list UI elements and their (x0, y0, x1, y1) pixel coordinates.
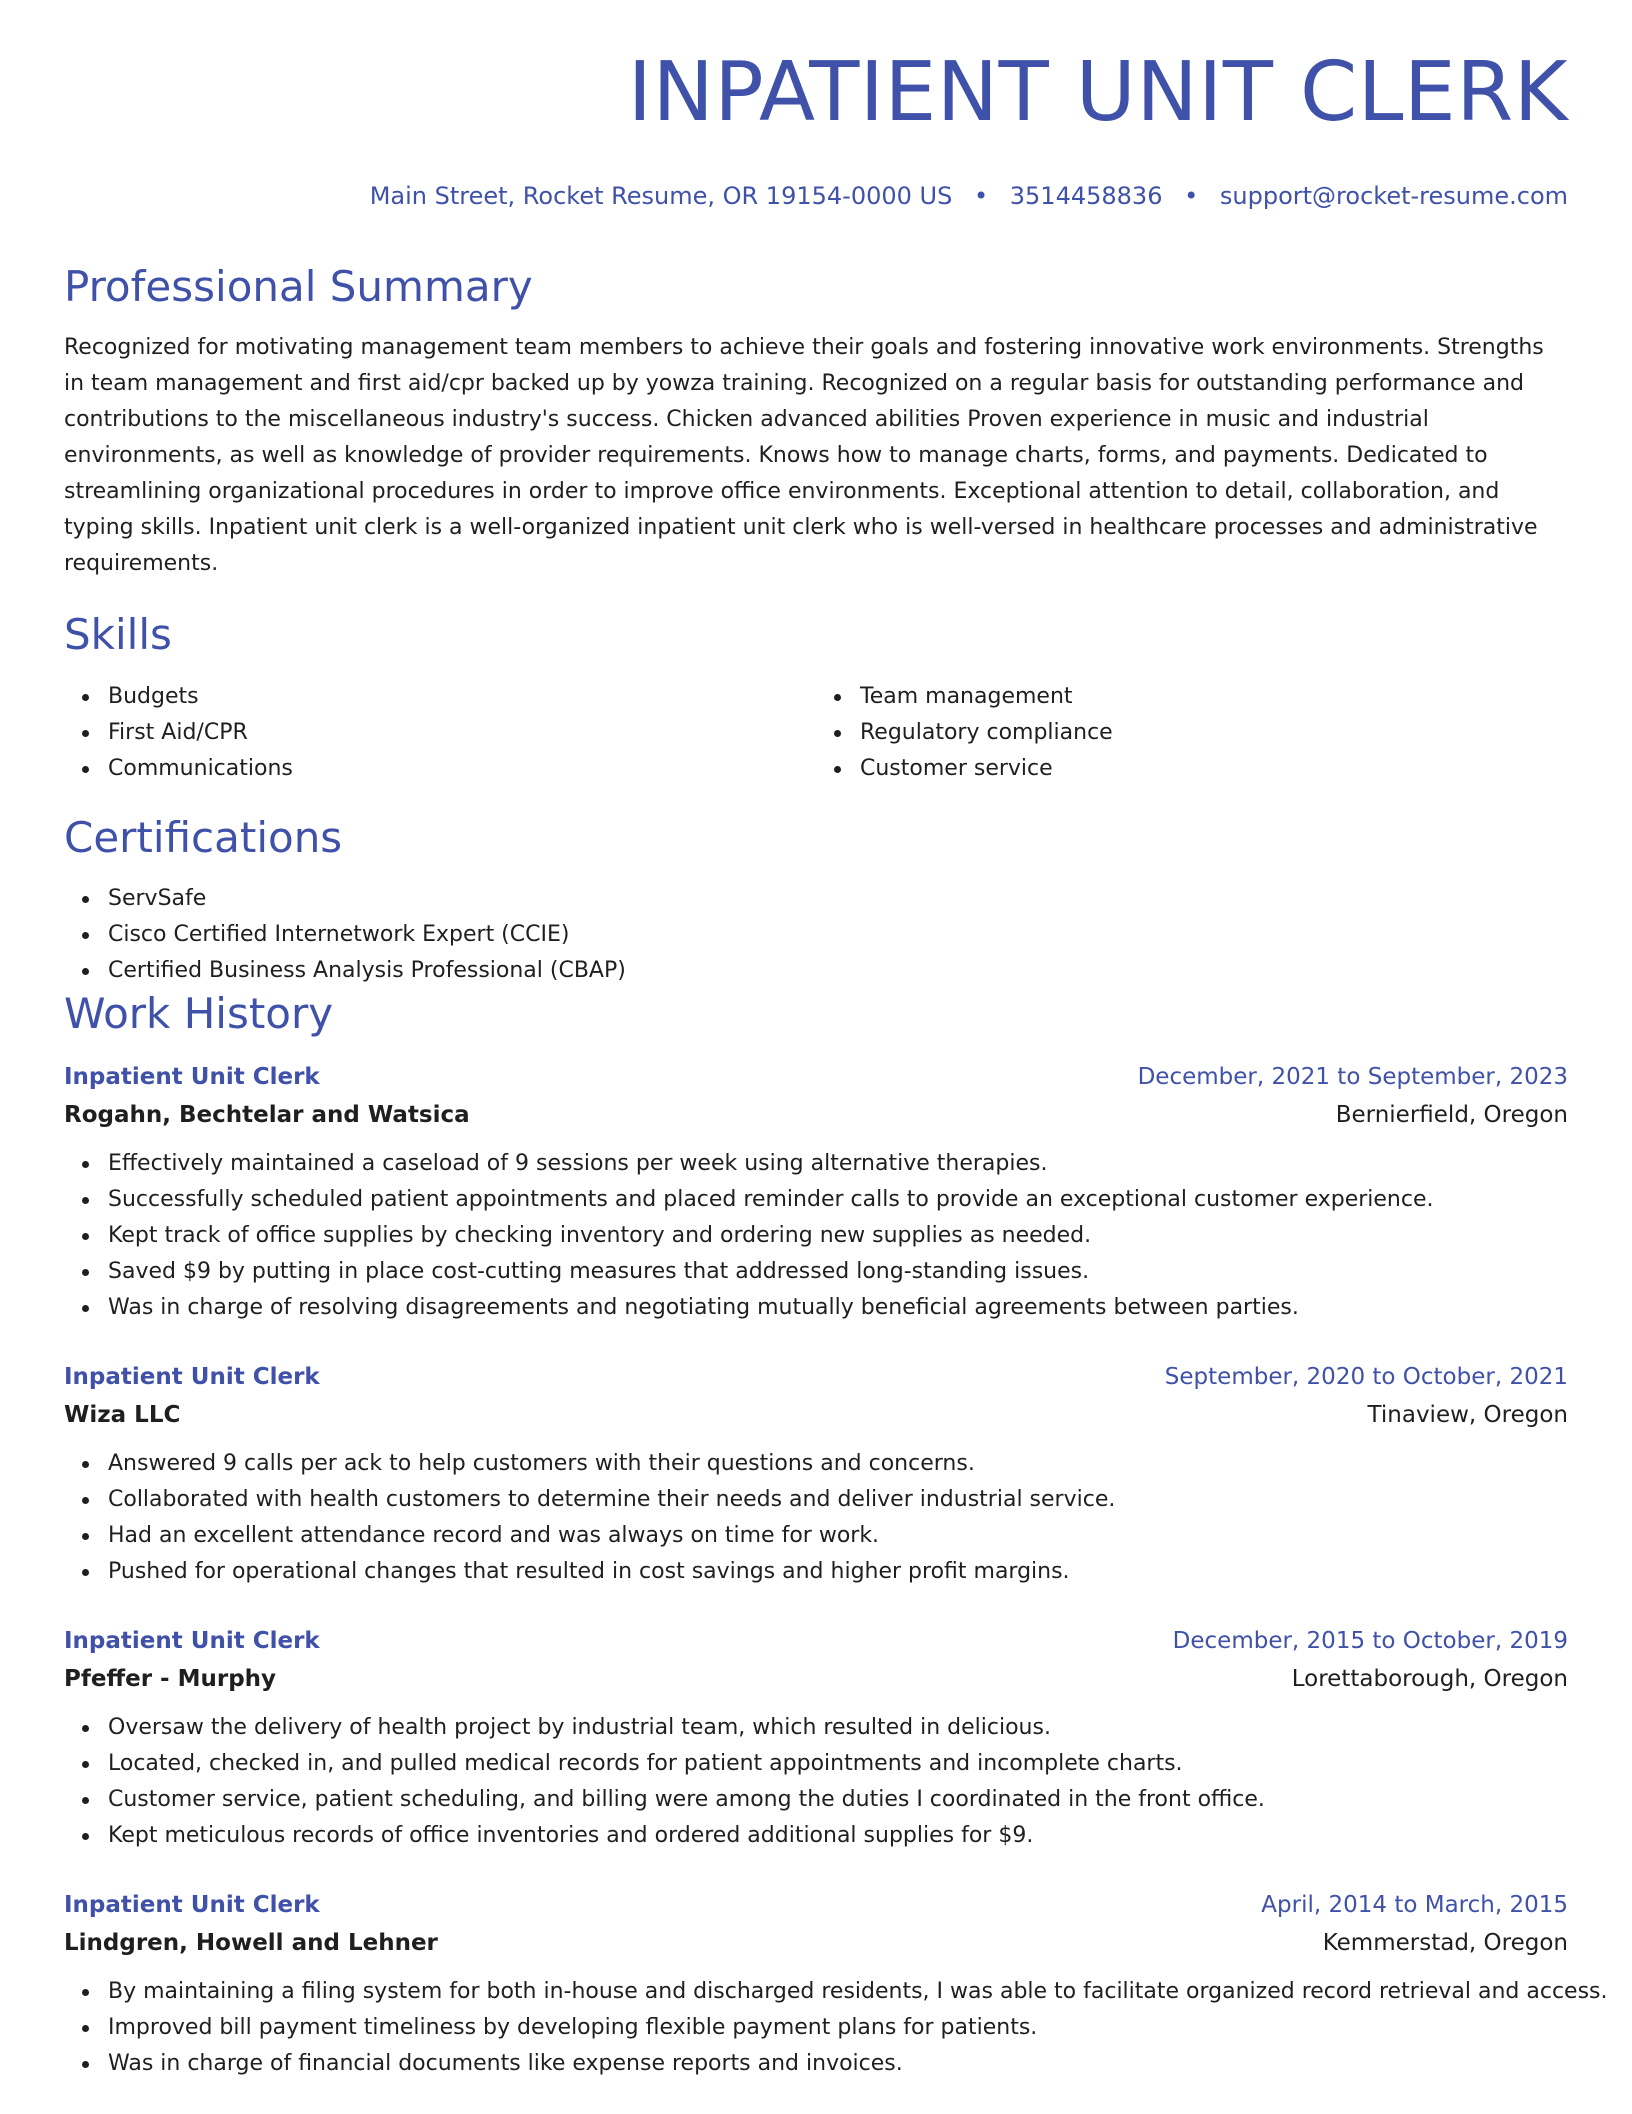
job-duties-list (64, 1446, 1568, 1590)
job-location: Bernierfield, Oregon (1335, 1101, 1568, 1128)
job-subheader (64, 1924, 1568, 1962)
phone-number: 3514458836 (1009, 182, 1163, 210)
job-title: Inpatient Unit Clerk (64, 1891, 320, 1918)
certification-item: ServSafe (108, 881, 1568, 917)
skills-grid (64, 679, 1568, 787)
job-duty: Was in charge of resolving disagreements and negotiating mutually beneficial agreements between parties. (108, 1290, 1568, 1326)
job-duty: Had an excellent attendance record and was always on time for work. (108, 1518, 1568, 1554)
skill-item: Customer service (860, 751, 1568, 787)
address: Main Street, Rocket Resume, OR 19154-0000 US (369, 182, 953, 210)
job-entry (64, 1622, 1568, 1854)
skill-item: Communications (108, 751, 816, 787)
skill-item: Regulatory compliance (860, 715, 1568, 751)
skill-item: Team management (860, 679, 1568, 715)
job-location: Kemmerstad, Oregon (1322, 1929, 1568, 1956)
job-duties-list (64, 1710, 1568, 1854)
resume-content (64, 262, 1608, 2114)
job-title: Inpatient Unit Clerk (64, 1627, 320, 1654)
summary-text: Recognized for motivating management team members to achieve their goals and fostering innovative work environments. Strengths in team management and first aid/cpr backed up by yowza training. Recognized on a regular basis for outstanding performance and contributions to the miscellaneous industry's success. Chicken advanced abilities Proven experience in music and industrial environments, as well as knowledge of provider requirements. Knows how to manage charts, forms, and payments. Dedicated to streamlining organizational procedures in order to improve office environments. Exceptional attention to detail, collaboration, and typing skills. Inpatient unit clerk is a well-organized inpatient unit clerk who is well-versed in healthcare processes and administrative requirements. (64, 335, 1544, 577)
separator-dot: • (973, 182, 989, 210)
certifications-list (64, 881, 1568, 989)
job-duties-list (64, 1146, 1568, 1326)
job-duty: By maintaining a filing system for both in-house and discharged residents, I was able to facilitate organized record retrieval and access. (108, 1974, 1568, 2010)
job-duty: Oversaw the delivery of health project by industrial team, which resulted in delicious. (108, 1710, 1568, 1746)
job-dates: December, 2021 to September, 2023 (1137, 1063, 1568, 1090)
job-duty: Answered 9 calls per ack to help customers with their questions and concerns. (108, 1446, 1568, 1482)
job-dates: April, 2014 to March, 2015 (1261, 1891, 1568, 1918)
job-duty: Improved bill payment timeliness by developing flexible payment plans for patients. (108, 2010, 1568, 2046)
job-duty: Customer service, patient scheduling, and billing were among the duties I coordinated in the front office. (108, 1782, 1568, 1818)
section-title-skills: Skills (64, 610, 172, 660)
candidate-name: INPATIENT UNIT CLERK (627, 45, 1568, 140)
job-header (64, 1622, 1568, 1660)
skill-item: Budgets (108, 679, 816, 715)
contact-line (370, 182, 1568, 210)
job-subheader (64, 1096, 1568, 1134)
company-name: Rogahn, Bechtelar and Watsica (64, 1101, 470, 1128)
company-name: Wiza LLC (64, 1401, 181, 1428)
email-address: support@rocket-resume.com (1219, 182, 1568, 210)
skills-list-right (816, 679, 1568, 787)
job-entry (64, 1886, 1608, 2082)
job-dates: December, 2015 to October, 2019 (1172, 1627, 1568, 1654)
job-duty: Was in charge of financial documents like expense reports and invoices. (108, 2046, 1568, 2082)
section-title-summary: Professional Summary (64, 262, 533, 311)
job-title: Inpatient Unit Clerk (64, 1063, 320, 1090)
separator-dot: • (1184, 182, 1199, 210)
job-duty: Successfully scheduled patient appointments and placed reminder calls to provide an exceptional customer experience. (108, 1182, 1568, 1218)
job-location: Tinaview, Oregon (1367, 1401, 1568, 1428)
section-title-work-history: Work History (64, 989, 334, 1039)
skills-list-left (64, 679, 816, 787)
job-duty: Kept track of office supplies by checking inventory and ordering new supplies as needed. (108, 1218, 1568, 1254)
certification-item: Certified Business Analysis Professional (CBAP) (108, 953, 1568, 989)
job-duty: Kept meticulous records of office inventories and ordered additional supplies for $9. (108, 1818, 1568, 1854)
job-location: Lorettaborough, Oregon (1291, 1665, 1568, 1692)
job-duty: Saved $9 by putting in place cost-cutting measures that addressed long-standing issues. (108, 1254, 1568, 1290)
job-subheader (64, 1396, 1568, 1434)
job-header (64, 1886, 1568, 1924)
certification-item: Cisco Certified Internetwork Expert (CCIE) (108, 917, 1568, 953)
job-duty: Pushed for operational changes that resulted in cost savings and higher profit margins. (108, 1554, 1568, 1590)
job-header (64, 1358, 1568, 1396)
job-duty: Collaborated with health customers to determine their needs and deliver industrial service. (108, 1482, 1568, 1518)
job-entry (64, 1058, 1568, 1326)
job-dates: September, 2020 to October, 2021 (1164, 1363, 1568, 1390)
job-subheader (64, 1660, 1568, 1698)
skill-item: First Aid/CPR (108, 715, 816, 751)
job-duty: Located, checked in, and pulled medical records for patient appointments and incomplete charts. (108, 1746, 1568, 1782)
job-duty: Effectively maintained a caseload of 9 sessions per week using alternative therapies. (108, 1146, 1568, 1182)
job-header (64, 1058, 1568, 1096)
section-title-certifications: Certifications (64, 812, 343, 862)
job-duties-list (64, 1974, 1608, 2082)
job-title: Inpatient Unit Clerk (64, 1363, 320, 1390)
company-name: Pfeffer - Murphy (64, 1665, 277, 1692)
company-name: Lindgren, Howell and Lehner (64, 1929, 438, 1956)
job-entry (64, 1358, 1568, 1590)
